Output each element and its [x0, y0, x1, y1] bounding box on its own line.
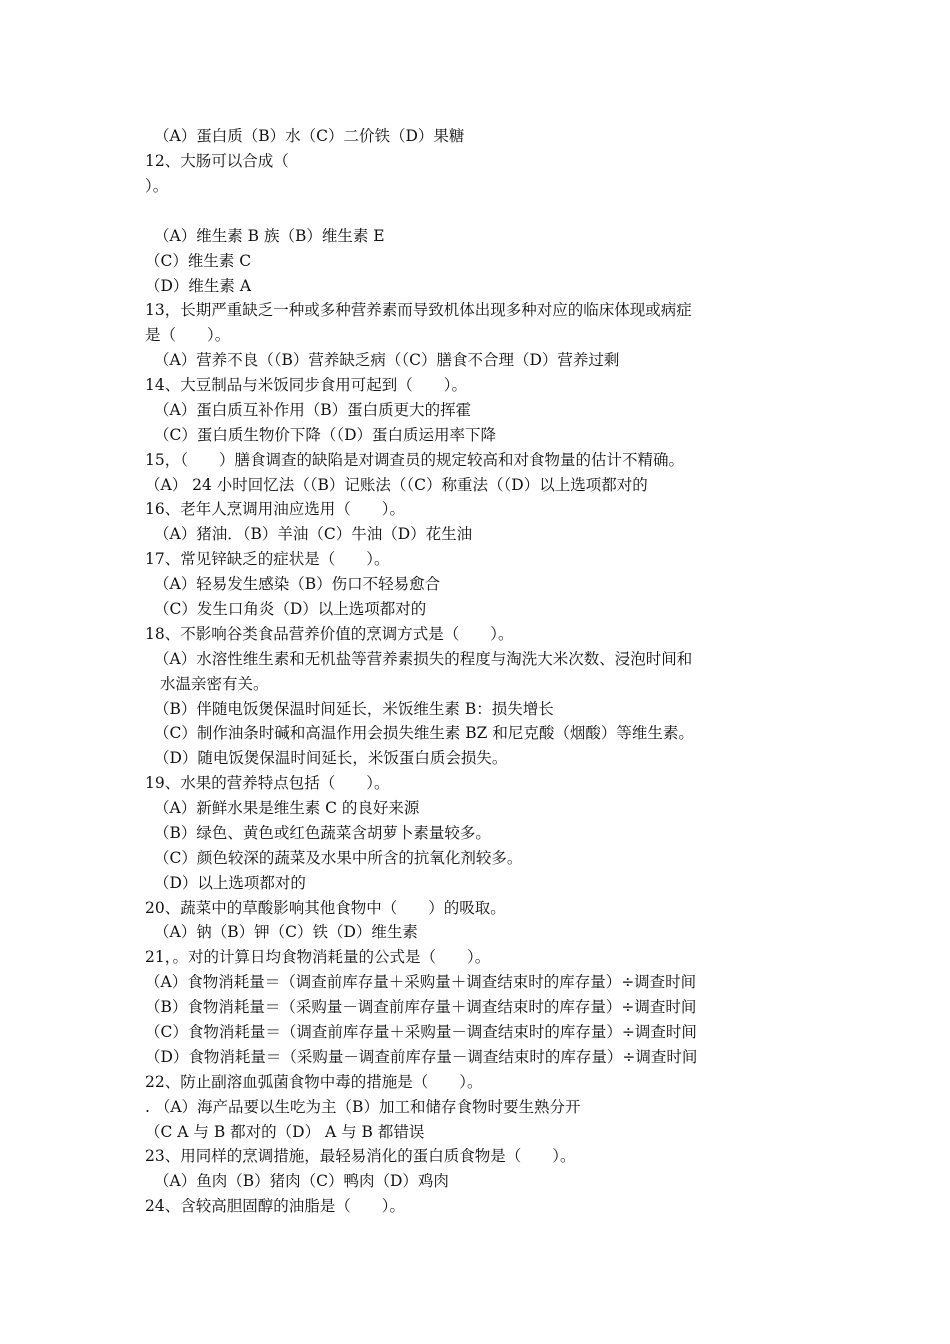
option-line: （A）水溶性维生素和无机盐等营养素损失的程度与淘洗大米次数、浸泡时间和 [154, 650, 693, 668]
question-19: 19、水果的营养特点包括（ ）。 [145, 774, 390, 792]
option-line: （A）蛋白质（B）水（C）二价铁（D）果糖 [154, 127, 465, 145]
option-line: . （A）海产品要以生吃为主（B）加工和储存食物时要生熟分开 [145, 1098, 581, 1116]
option-line: （A）新鲜水果是维生素 C 的良好来源 [154, 799, 420, 817]
option-line: （A）轻易发生感染（B）伤口不轻易愈合 [154, 575, 441, 593]
question-23: 23、用同样的烹调措施，最轻易消化的蛋白质食物是（ ）。 [145, 1147, 576, 1165]
option-line: （A）猪油．（B）羊油（C）牛油（D）花生油 [154, 525, 473, 543]
question-24: 24、含较高胆固醇的油脂是（ ）。 [145, 1197, 405, 1215]
question-18: 18、不影响谷类食品营养价值的烹调方式是（ ）。 [145, 625, 514, 643]
question-16: 16、老年人烹调用油应选用（ ）。 [145, 500, 405, 518]
option-line: （C A 与 B 都对的（D） A 与 B 都错误 [145, 1123, 425, 1141]
option-line: （C）维生素 C [145, 252, 252, 270]
option-line-continuation: 水温亲密有关。 [160, 675, 269, 693]
option-line: （A） 24 小时回忆法（（B）记账法（（C）称重法（（D）以上选项都对的 [145, 476, 648, 494]
option-line: （A）钠（B）钾（C）铁（D）维生素 [154, 923, 418, 941]
question-21: 21，。对的计算日均食物消耗量的公式是（ ）。 [145, 948, 491, 966]
question-22: 22、防止副溶血弧菌食物中毒的措施是（ ）。 [145, 1073, 483, 1091]
option-line: （D）随电饭煲保温时间延长，米饭蛋白质会损失。 [154, 749, 508, 767]
option-line: （A）营养不良（（B）营养缺乏病（（C）膳食不合理（D）营养过剩 [154, 351, 620, 369]
option-line: （A）鱼肉（B）猪肉（C）鸭肉（D）鸡肉 [154, 1172, 449, 1190]
question-12-continuation: ）。 [145, 177, 169, 195]
option-line: （D）食物消耗量＝（采购量－调查前库存量－调查结束时的库存量）÷调查时间 [145, 1048, 698, 1066]
option-line: （B）食物消耗量＝（采购量－调查前库存量＋调查结束时的库存量）÷调查时间 [145, 998, 697, 1016]
option-line: （A）维生素 B 族（B）维生素 E [154, 227, 385, 245]
option-line: （C）发生口角炎（D）以上选项都对的 [154, 600, 427, 618]
option-line: （A）蛋白质互补作用（B）蛋白质更大的挥霍 [154, 401, 472, 419]
question-12: 12、大肠可以合成（ [145, 152, 289, 170]
option-line: （C）颜色较深的蔬菜及水果中所含的抗氧化剂较多。 [154, 849, 523, 867]
option-line: （B）伴随电饭煲保温时间延长，米饭维生素 B：损失增长 [154, 700, 554, 718]
question-15: 15，（ ）膳食调查的缺陷是对调查员的规定较高和对食物量的估计不精确。 [145, 451, 684, 469]
option-line: （A）食物消耗量＝（调查前库存量＋采购量＋调查结束时的库存量）÷调查时间 [145, 973, 697, 991]
question-13: 13，长期严重缺乏一种或多种营养素而导致机体出现多种对应的临床体现或病症 [145, 301, 692, 319]
option-line: （C）制作油条时碱和高温作用会损失维生素 BZ 和尼克酸（烟酸）等维生素。 [154, 724, 694, 742]
question-14: 14、大豆制品与米饭同步食用可起到（ ）。 [145, 376, 467, 394]
option-line: （C）蛋白质生物价下降（（D）蛋白质运用率下降 [154, 426, 497, 444]
question-20: 20、蔬菜中的草酸影响其他食物中（ ）的吸取。 [145, 899, 506, 917]
option-line: （D）维生素 A [145, 277, 252, 295]
option-line: （B）绿色、黄色或红色蔬菜含胡萝卜素量较多。 [154, 824, 491, 842]
question-17: 17、常见锌缺乏的症状是（ ）。 [145, 550, 390, 568]
question-13-continuation: 是（ ）。 [145, 326, 231, 344]
option-line: （C）食物消耗量＝（调查前库存量＋采购量－调查结束时的库存量）÷调查时间 [145, 1023, 697, 1041]
option-line: （D）以上选项都对的 [154, 874, 306, 892]
